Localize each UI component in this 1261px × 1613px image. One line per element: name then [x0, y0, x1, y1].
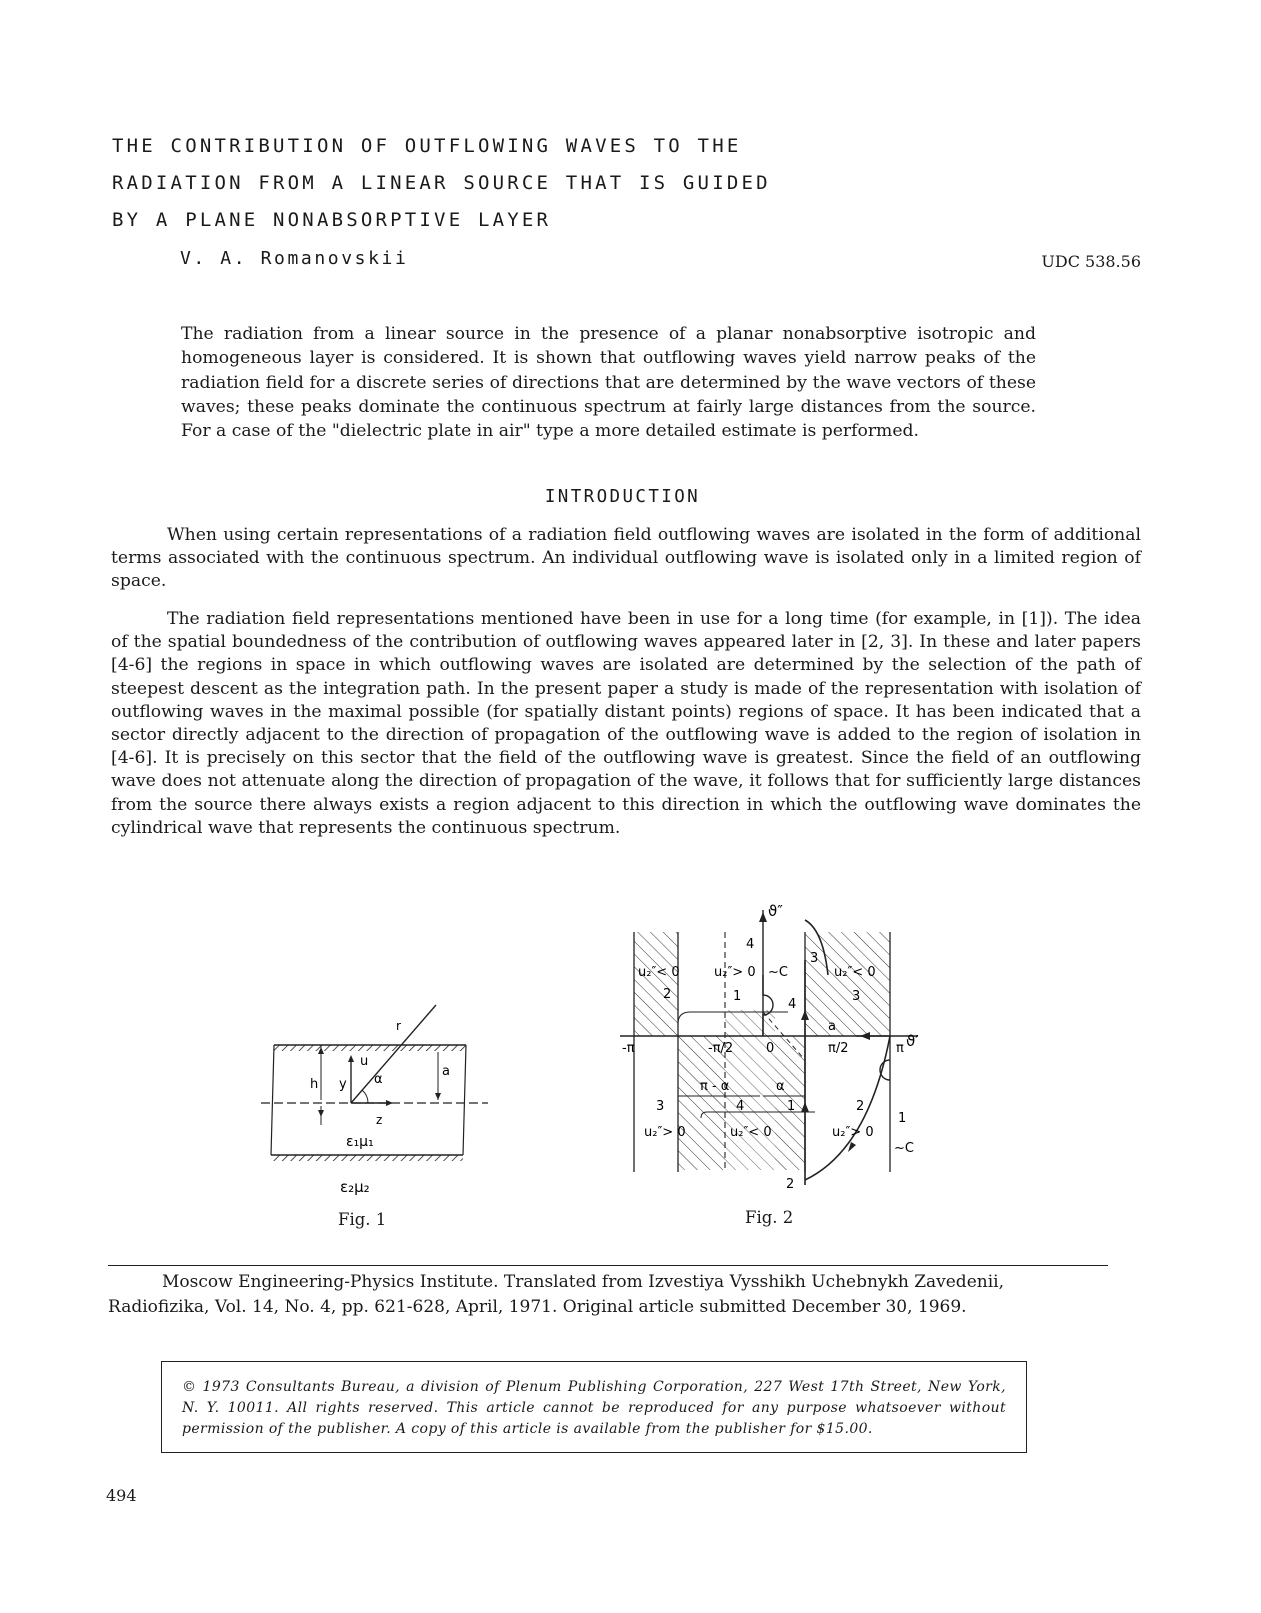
- label-z: z: [376, 1113, 383, 1127]
- author: V. A. Romanovskii: [180, 248, 409, 269]
- label-a: a: [828, 1019, 836, 1034]
- label-region-1-right: 1: [898, 1111, 907, 1126]
- intro-paragraph-2: [111, 608, 1141, 840]
- layer-lower-boundary: [271, 1155, 463, 1161]
- label-u-neg-left: u₂″< 0: [638, 965, 680, 980]
- label-u-pos-left: u₂″> 0: [644, 1125, 686, 1140]
- label-r: r: [396, 1019, 401, 1033]
- label-pi-minus-alpha: π - α: [700, 1079, 730, 1094]
- label-u-pos-top: u₂″> 0: [714, 965, 756, 980]
- footnote-divider: [108, 1265, 1108, 1266]
- label-pi: π: [896, 1041, 904, 1056]
- title-line-1: THE CONTRIBUTION OF OUTFLOWING WAVES TO THE: [112, 135, 742, 157]
- label-theta-real: ϑ′: [906, 1032, 919, 1050]
- page-number: 494: [106, 1486, 137, 1505]
- label-region-2-right: 2: [856, 1099, 865, 1114]
- udc-code: UDC 538.56: [1041, 252, 1141, 271]
- label-theta-imaginary: ϑ″: [768, 902, 783, 920]
- label-medium-2: ε₂μ₂: [340, 1178, 370, 1196]
- title-line-2: RADIATION FROM A LINEAR SOURCE THAT IS GUIDED: [112, 172, 771, 194]
- label-neg-pi: -π: [622, 1041, 635, 1056]
- paragraph-text: The radiation field representations mentioned have been in use for a long time (for example, in [1]). The idea of the spatial boundedness of the contribution of outflowing waves appeared later in [2, 3]. In these and later papers [4-6] the regions in space in which outflowing waves are isolated are determined by the selection of the path of steepest descent as the integration path. In the present paper a study is made of the representation with isolation of outflowing waves in the maximal possible (for spatially distant points) regions of space. It has been indicated that a sector directly adjacent to the direction of propagation of the outflowing wave is added to the region of isolation in [4-6]. It is precisely on this sector that the field of the outflowing wave is greatest. Since the field of an outflowing wave does not attenuate along the direction of propagation of the wave, it follows that for sufficiently large distances from the source there always exists a region adjacent to this direction in which the outflowing wave dominates the cylindrical wave that represents the continuous spectrum.: [111, 609, 1141, 838]
- label-zero: 0: [766, 1041, 775, 1056]
- footnote: [108, 1270, 1108, 1319]
- label-region-4-top: 4: [746, 937, 755, 952]
- label-region-1-bottom: 1: [787, 1099, 796, 1114]
- layer-upper-boundary: [274, 1045, 466, 1051]
- title-line-3: BY A PLANE NONABSORPTIVE LAYER: [112, 209, 552, 231]
- label-region-3-left: 3: [656, 1099, 665, 1114]
- label-alpha: α: [776, 1079, 785, 1094]
- label-u-neg-bottom: u₂″< 0: [730, 1125, 772, 1140]
- label-a: a: [442, 1064, 450, 1079]
- label-y: y: [339, 1077, 347, 1092]
- footnote-line-2: Radiofizika, Vol. 14, No. 4, pp. 621-628, April, 1971. Original article submitted December 30, 1969.: [108, 1296, 967, 1317]
- figure-2-complex-plane-diagram: [618, 900, 938, 1200]
- label-region-4-bottom: 4: [736, 1099, 745, 1114]
- shaded-region-center: [725, 1010, 805, 1170]
- label-region-4-mid: 4: [788, 997, 797, 1012]
- label-u: u: [360, 1054, 369, 1069]
- section-heading: INTRODUCTION: [544, 487, 701, 507]
- shaded-region-right: [805, 932, 890, 1036]
- label-region-3-topright: 3: [852, 989, 861, 1004]
- label-region-1-top: 1: [733, 989, 742, 1004]
- footnote-line-1: Moscow Engineering-Physics Institute. Translated from Izvestiya Vysshikh Uchebnykh Zavedenii,: [162, 1272, 1004, 1292]
- label-medium-1: ε₁μ₁: [346, 1134, 374, 1150]
- label-region-2-bottom: 2: [786, 1177, 795, 1192]
- figure-1-caption: Fig. 1: [338, 1210, 387, 1229]
- label-u-neg-right: u₂″< 0: [834, 965, 876, 980]
- abstract: The radiation from a linear source in the presence of a planar nonabsorptive isotropic and homogeneous layer is considered. It is shown that outflowing waves yield narrow peaks of the radiation field for a discrete series of directions that are determined by the wave vectors of these waves; these peaks dominate the continuous spectrum at fairly large distances from the source. For a case of the "dielectric plate in air" type a more detailed estimate is performed.: [181, 324, 1036, 442]
- label-c-right: ~C: [894, 1141, 914, 1156]
- label-neg-half-pi: -π/2: [708, 1041, 734, 1056]
- label-alpha: α: [374, 1072, 383, 1087]
- figure-1-layer-diagram: [256, 1000, 496, 1200]
- label-half-pi: π/2: [828, 1041, 849, 1056]
- label-u-pos-right: u₂″> 0: [832, 1125, 874, 1140]
- label-region-2-top: 2: [663, 987, 672, 1002]
- label-region-3-top: 3: [810, 951, 819, 966]
- paragraph-text: When using certain representations of a radiation field outflowing waves are isolated in the form of additional terms associated with the continuous spectrum. An individual outflowing wave is isolated only in a limited region of space.: [111, 525, 1141, 592]
- copyright-notice: © 1973 Consultants Bureau, a division of Plenum Publishing Corporation, 227 West 17th Street, New York, N. Y. 10011. All rights reserved. This article cannot be reproduced for any purpose whatsoever without permission of the publisher. A copy of this article is available from the publisher for $15.00.: [161, 1361, 1027, 1453]
- figure-2-caption: Fig. 2: [745, 1208, 794, 1227]
- label-c-top: ~C: [768, 965, 788, 980]
- article-title: [112, 128, 771, 239]
- label-h: h: [310, 1077, 319, 1092]
- intro-paragraph-1: [111, 524, 1141, 594]
